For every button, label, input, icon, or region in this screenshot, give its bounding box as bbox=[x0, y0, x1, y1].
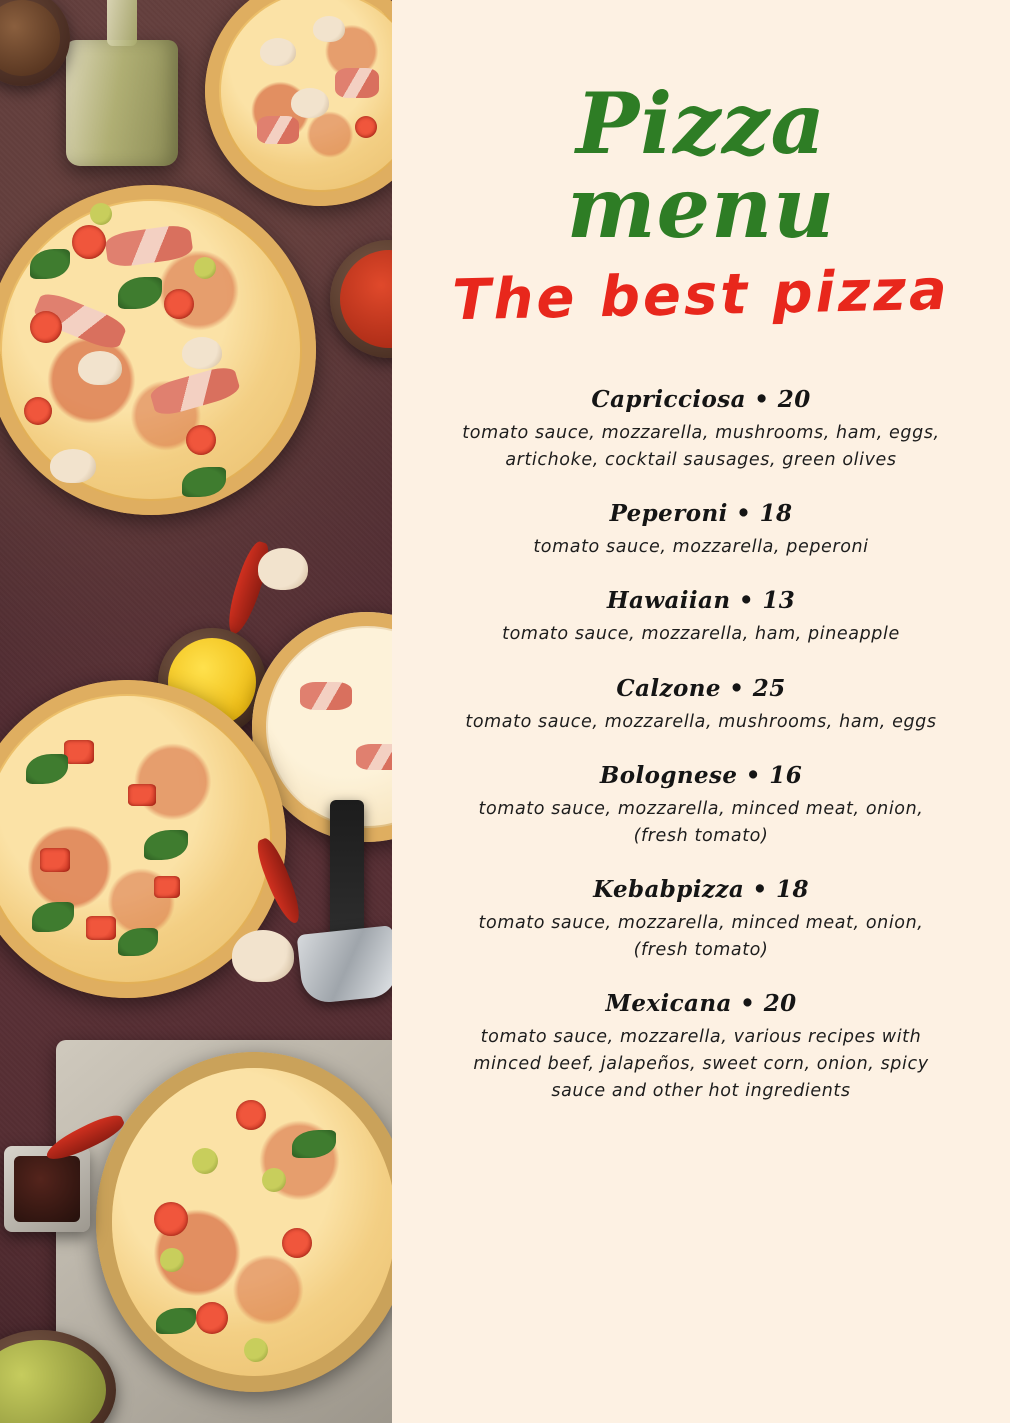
menu-item-heading: Mexicana • 20 bbox=[605, 990, 797, 1018]
ham-topping bbox=[257, 116, 299, 144]
olive-oil-bottle bbox=[66, 40, 178, 166]
menu-item-heading: Bolognese • 16 bbox=[599, 761, 803, 789]
tomato-topping bbox=[196, 1302, 228, 1334]
diced-tomato bbox=[154, 876, 180, 898]
tomato-topping bbox=[282, 1228, 312, 1258]
menu-item-mexicana bbox=[430, 990, 972, 1105]
menu-item-peperoni bbox=[430, 500, 972, 561]
mushroom-topping bbox=[50, 449, 96, 483]
menu-item-description: tomato sauce, mozzarella, minced meat, onion, (fresh tomato) bbox=[478, 798, 924, 846]
menu-item-description: tomato sauce, mozzarella, various recipes with minced beef, jalapeños, sweet corn, onion, spicy sauce and other hot ingredients bbox=[473, 1027, 929, 1102]
green-olive-topping bbox=[194, 257, 216, 279]
dark-sauce bbox=[14, 1156, 80, 1222]
menu-item-description: tomato sauce, mozzarella, minced meat, onion, (fresh tomato) bbox=[478, 912, 924, 960]
pizza-cutter-blade bbox=[297, 925, 392, 1005]
mexicana-pizza bbox=[96, 1052, 392, 1392]
page-title: Pizza menu bbox=[566, 74, 836, 257]
bottle-neck bbox=[107, 0, 137, 46]
menu-panel bbox=[392, 0, 1010, 1423]
menu-item-heading: Capricciosa • 20 bbox=[591, 386, 811, 413]
diced-tomato bbox=[86, 916, 116, 940]
menu-item-heading: Peperoni • 18 bbox=[609, 500, 793, 528]
tomato-topping bbox=[236, 1100, 266, 1130]
tomato-topping bbox=[186, 425, 216, 455]
ham-topping bbox=[356, 744, 392, 770]
menu-item-kebabpizza bbox=[430, 876, 972, 964]
dark-sauce-dish bbox=[4, 1146, 90, 1232]
mushroom-topping bbox=[182, 337, 222, 369]
mushroom-topping bbox=[291, 88, 329, 118]
pizza-cutter-handle bbox=[330, 800, 364, 940]
tomato-topping bbox=[355, 116, 377, 138]
mushroom-topping bbox=[313, 16, 345, 42]
menu-item-description: tomato sauce, mozzarella, mushrooms, ham, eggs, artichoke, cocktail sausages, green olives bbox=[462, 423, 940, 471]
menu-item-capricciosa bbox=[430, 386, 972, 474]
green-olive-topping bbox=[90, 203, 112, 225]
diced-tomato bbox=[64, 740, 94, 764]
jalapeno-slice bbox=[160, 1248, 184, 1272]
food-photo-collage bbox=[0, 0, 392, 1423]
menu-item-heading: Calzone • 25 bbox=[616, 674, 786, 702]
mushroom-slice bbox=[258, 548, 308, 590]
tomato-topping bbox=[164, 289, 194, 319]
jalapeno-slice bbox=[192, 1148, 218, 1174]
jalapeno-slice bbox=[262, 1168, 286, 1192]
spice-bowl-inner bbox=[0, 0, 60, 76]
tomato-topping bbox=[30, 311, 62, 343]
menu-item-hawaiian bbox=[430, 587, 972, 648]
menu-item-list bbox=[430, 386, 972, 1106]
tomato-topping bbox=[24, 397, 52, 425]
mushroom-topping bbox=[78, 351, 122, 385]
mushroom-topping bbox=[260, 38, 296, 66]
menu-item-heading: Hawaiian • 13 bbox=[606, 587, 796, 615]
diced-tomato bbox=[128, 784, 156, 806]
menu-item-calzone bbox=[430, 675, 972, 736]
diced-tomato bbox=[40, 848, 70, 872]
tomato-topping bbox=[154, 1202, 188, 1236]
menu-item-description: tomato sauce, mozzarella, peperoni bbox=[533, 537, 869, 558]
menu-item-description: tomato sauce, mozzarella, mushrooms, ham, eggs bbox=[465, 711, 937, 732]
mushroom-slice bbox=[232, 930, 294, 982]
ham-topping bbox=[335, 68, 379, 98]
page-subtitle: The best pizza bbox=[451, 257, 951, 334]
ham-topping bbox=[300, 682, 352, 710]
capricciosa-pizza bbox=[0, 185, 316, 515]
menu-item-bolognese bbox=[430, 762, 972, 850]
jalapeno-slice bbox=[244, 1338, 268, 1362]
menu-item-description: tomato sauce, mozzarella, ham, pineapple bbox=[502, 624, 900, 645]
tomato-sauce bbox=[340, 250, 392, 348]
olives bbox=[0, 1340, 106, 1423]
menu-item-heading: Kebabpizza • 18 bbox=[593, 875, 809, 903]
tomato-topping bbox=[72, 225, 106, 259]
